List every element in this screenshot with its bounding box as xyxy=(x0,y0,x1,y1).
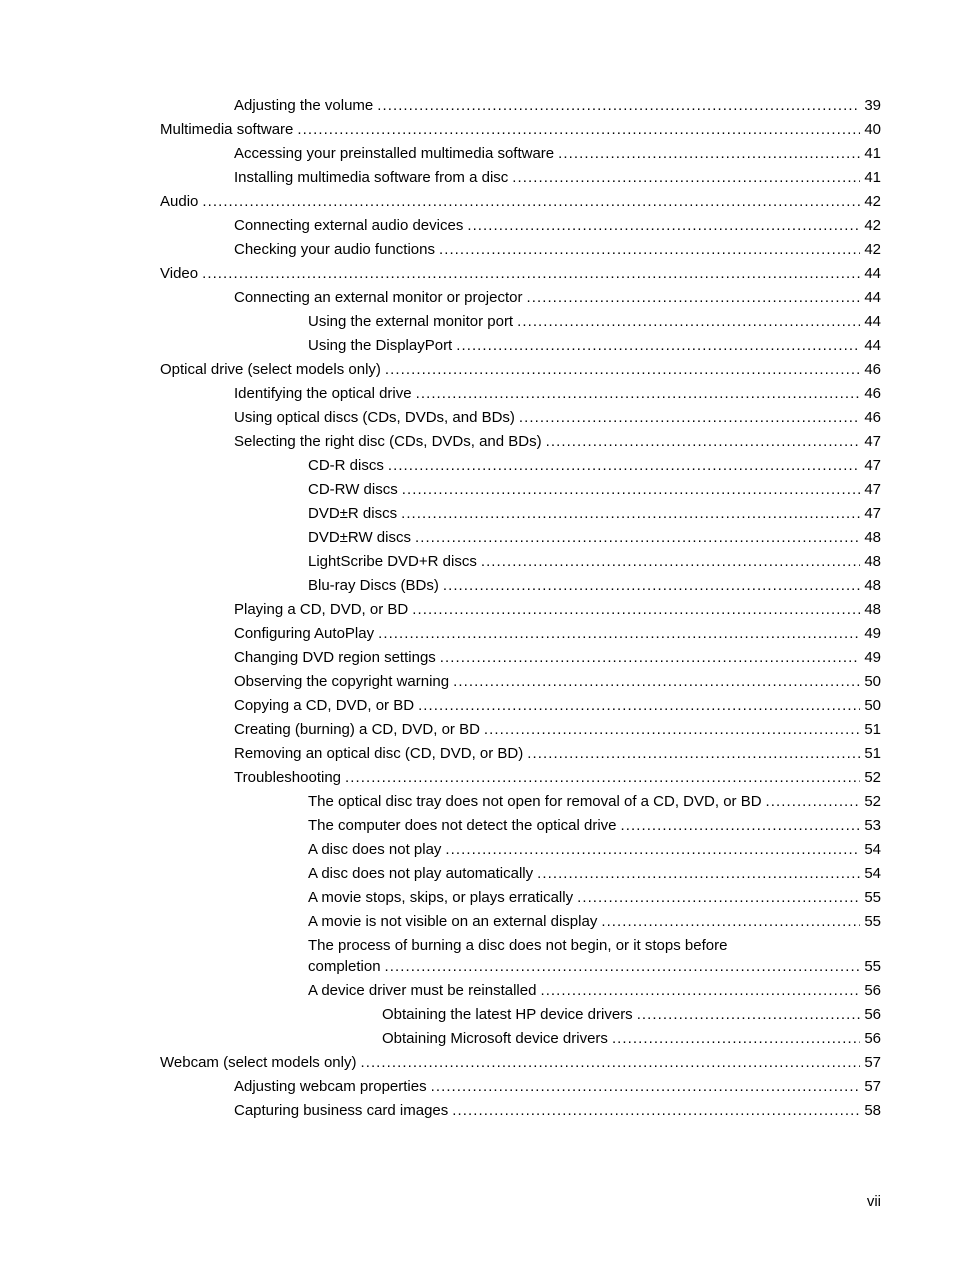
toc-entry[interactable] xyxy=(234,382,881,406)
toc-entry[interactable] xyxy=(234,430,881,454)
toc-entry[interactable] xyxy=(308,862,881,886)
toc-entry-title: A disc does not play automatically xyxy=(308,865,534,882)
toc-entry-page: 51 xyxy=(864,721,881,738)
toc-entry-page: 44 xyxy=(864,337,881,354)
page-number: vii xyxy=(866,1193,881,1210)
toc-entry[interactable] xyxy=(234,718,881,742)
toc-entry[interactable] xyxy=(308,838,881,862)
toc-entry[interactable] xyxy=(308,526,881,550)
toc-entry[interactable] xyxy=(160,262,881,286)
toc-entry-page: 47 xyxy=(864,505,881,522)
dot-leader xyxy=(452,1099,860,1123)
toc-entry-title: Creating (burning) a CD, DVD, or BD xyxy=(234,721,480,738)
toc-entry[interactable] xyxy=(308,790,881,814)
toc-entry-title: Capturing business card images xyxy=(234,1102,449,1119)
dot-leader xyxy=(577,886,860,910)
dot-leader xyxy=(637,1003,861,1027)
toc-entry-page: 50 xyxy=(864,697,881,714)
toc-entry-page: 47 xyxy=(864,481,881,498)
dot-leader xyxy=(377,94,860,118)
toc-entry-page: 42 xyxy=(864,217,881,234)
toc-entry-page: 52 xyxy=(864,793,881,810)
toc-entry-title: DVD±RW discs xyxy=(308,529,411,546)
toc-entry-title: Using the external monitor port xyxy=(308,313,514,330)
toc-entry-page: 46 xyxy=(864,385,881,402)
toc-entry[interactable] xyxy=(234,214,881,238)
toc-entry[interactable] xyxy=(308,478,881,502)
toc-entry-page: 54 xyxy=(864,841,881,858)
toc-entry-title: Removing an optical disc (CD, DVD, or BD) xyxy=(234,745,524,762)
dot-leader xyxy=(415,526,860,550)
toc-entry-page: 44 xyxy=(864,289,881,306)
toc-entry-page: 46 xyxy=(864,409,881,426)
dot-leader xyxy=(456,334,860,358)
toc-entry-title: Playing a CD, DVD, or BD xyxy=(234,601,409,618)
dot-leader xyxy=(440,646,861,670)
dot-leader xyxy=(360,1051,860,1075)
dot-leader xyxy=(601,910,860,934)
toc-entry-title: The computer does not detect the optical drive xyxy=(308,817,617,834)
toc-entry-title: Adjusting webcam properties xyxy=(234,1078,427,1095)
toc-entry-page: 47 xyxy=(864,433,881,450)
dot-leader xyxy=(546,430,861,454)
toc-entry-title: DVD±R discs xyxy=(308,505,398,522)
dot-leader xyxy=(527,742,860,766)
dot-leader xyxy=(202,190,860,214)
toc-entry[interactable] xyxy=(234,742,881,766)
toc-entry[interactable] xyxy=(160,1051,881,1075)
toc-entry[interactable] xyxy=(308,934,881,979)
toc-entry-title: Identifying the optical drive xyxy=(234,385,412,402)
dot-leader xyxy=(621,814,861,838)
toc-entry-page: 41 xyxy=(864,169,881,186)
toc-entry[interactable] xyxy=(234,1099,881,1123)
dot-leader xyxy=(484,718,860,742)
dot-leader xyxy=(537,862,860,886)
toc-entry-title: Checking your audio functions xyxy=(234,241,435,258)
dot-leader xyxy=(385,956,861,977)
toc-entry-page: 57 xyxy=(864,1078,881,1095)
toc-entry[interactable] xyxy=(234,166,881,190)
toc-entry-page: 48 xyxy=(864,553,881,570)
toc-entry-page: 52 xyxy=(864,769,881,786)
toc-entry[interactable] xyxy=(308,910,881,934)
dot-leader xyxy=(512,166,860,190)
toc-entry-page: 58 xyxy=(864,1102,881,1119)
dot-leader xyxy=(378,622,860,646)
toc-entry[interactable] xyxy=(234,142,881,166)
toc-entry[interactable] xyxy=(308,334,881,358)
toc-entry-title: Copying a CD, DVD, or BD xyxy=(234,697,415,714)
toc-entry-title: Obtaining Microsoft device drivers xyxy=(382,1030,608,1047)
toc-entry[interactable] xyxy=(308,310,881,334)
toc-entry-title: A device driver must be reinstalled xyxy=(308,982,537,999)
toc-entry-title: CD-R discs xyxy=(308,457,384,474)
toc-entry-title: A movie is not visible on an external display xyxy=(308,913,598,930)
toc-entry-page: 56 xyxy=(864,982,881,999)
toc-entry-title: Changing DVD region settings xyxy=(234,649,436,666)
dot-leader xyxy=(766,790,861,814)
toc-entry-page: 49 xyxy=(864,649,881,666)
dot-leader xyxy=(412,598,860,622)
dot-leader xyxy=(416,382,861,406)
toc-entry[interactable] xyxy=(308,550,881,574)
toc-entry-title: Webcam (select models only) xyxy=(160,1054,357,1071)
toc-entry-page: 54 xyxy=(864,865,881,882)
toc-entry[interactable] xyxy=(234,406,881,430)
toc-entry-title: LightScribe DVD+R discs xyxy=(308,553,477,570)
dot-leader xyxy=(443,574,860,598)
toc-entry-page: 53 xyxy=(864,817,881,834)
toc-entry[interactable] xyxy=(308,979,881,1003)
toc-entry-title: The optical disc tray does not open for removal of a CD, DVD, or BD xyxy=(308,793,762,810)
toc-entry[interactable] xyxy=(234,646,881,670)
toc-entry[interactable] xyxy=(234,94,881,118)
toc-entry-page: 57 xyxy=(864,1054,881,1071)
toc-entry-title: Obtaining the latest HP device drivers xyxy=(382,1006,633,1023)
toc-entry-page: 46 xyxy=(864,361,881,378)
dot-leader xyxy=(481,550,860,574)
toc-entry[interactable] xyxy=(234,670,881,694)
toc-entry-title: CD-RW discs xyxy=(308,481,398,498)
toc-entry-line xyxy=(308,956,881,977)
toc-entry-title: Multimedia software xyxy=(160,121,294,138)
dot-leader xyxy=(445,838,860,862)
toc-entry-page: 44 xyxy=(864,265,881,282)
toc-entry-title: Configuring AutoPlay xyxy=(234,625,375,642)
toc-entry[interactable] xyxy=(234,622,881,646)
toc-entry-title: Using the DisplayPort xyxy=(308,337,453,354)
toc-entry-page: 42 xyxy=(864,193,881,210)
toc-entry[interactable] xyxy=(308,574,881,598)
toc-entry-page: 40 xyxy=(864,121,881,138)
dot-leader xyxy=(467,214,860,238)
toc-entry-title: Video xyxy=(160,265,199,282)
toc-entry-page: 49 xyxy=(864,625,881,642)
toc-entry-title: Accessing your preinstalled multimedia software xyxy=(234,145,555,162)
toc-entry[interactable] xyxy=(382,1003,881,1027)
toc-entry-page: 55 xyxy=(864,889,881,906)
toc-entry-title: The process of burning a disc does not begin, or it stops before xyxy=(308,937,728,954)
toc-entry-title: Troubleshooting xyxy=(234,769,342,786)
dot-leader xyxy=(527,286,861,310)
dot-leader xyxy=(612,1027,860,1051)
toc-entry-title: A movie stops, skips, or plays erratically xyxy=(308,889,574,906)
toc-entry-title: Blu-ray Discs (BDs) xyxy=(308,577,439,594)
toc-entry-title: Optical drive (select models only) xyxy=(160,361,381,378)
toc-entry-page: 42 xyxy=(864,241,881,258)
toc-entry[interactable] xyxy=(234,1075,881,1099)
toc-entry-page: 48 xyxy=(864,577,881,594)
toc-entry-page: 48 xyxy=(864,601,881,618)
dot-leader xyxy=(202,262,860,286)
toc-entry-title: Audio xyxy=(160,193,199,210)
dot-leader xyxy=(345,766,860,790)
toc-entry-page: 56 xyxy=(864,1006,881,1023)
toc-entry-title: Using optical discs (CDs, DVDs, and BDs) xyxy=(234,409,515,426)
toc-entry[interactable] xyxy=(234,238,881,262)
toc-entry-page: 44 xyxy=(864,313,881,330)
dot-leader xyxy=(431,1075,861,1099)
toc-entry-title: A disc does not play xyxy=(308,841,442,858)
toc-entry-page: 51 xyxy=(864,745,881,762)
toc-entry[interactable] xyxy=(234,766,881,790)
toc-entry-page: 41 xyxy=(864,145,881,162)
toc-entry-page: 39 xyxy=(864,97,881,114)
dot-leader xyxy=(385,358,860,382)
dot-leader xyxy=(453,670,860,694)
dot-leader xyxy=(418,694,860,718)
toc-entry-title: Selecting the right disc (CDs, DVDs, and BDs) xyxy=(234,433,542,450)
toc-entry-title: Connecting external audio devices xyxy=(234,217,464,234)
toc-entry[interactable] xyxy=(160,358,881,382)
toc-entry-title-continued: completion xyxy=(308,958,381,975)
dot-leader xyxy=(439,238,860,262)
dot-leader xyxy=(297,118,860,142)
toc-entry-title: Observing the copyright warning xyxy=(234,673,450,690)
toc-entry-page: 55 xyxy=(864,913,881,930)
dot-leader xyxy=(517,310,860,334)
toc-entry-title: Installing multimedia software from a disc xyxy=(234,169,509,186)
dot-leader xyxy=(388,454,860,478)
toc-entry[interactable] xyxy=(234,694,881,718)
toc-entry[interactable] xyxy=(308,886,881,910)
toc-entry-page: 47 xyxy=(864,457,881,474)
toc-entry[interactable] xyxy=(160,118,881,142)
toc-entry-page: 48 xyxy=(864,529,881,546)
toc-entry-page: 55 xyxy=(864,958,881,975)
toc-entry-title: Adjusting the volume xyxy=(234,97,374,114)
dot-leader xyxy=(519,406,860,430)
toc-entry-page: 50 xyxy=(864,673,881,690)
toc-entry-page: 56 xyxy=(864,1030,881,1047)
toc-entry[interactable] xyxy=(308,814,881,838)
toc-entry[interactable] xyxy=(382,1027,881,1051)
toc-entry[interactable] xyxy=(308,454,881,478)
toc-entry-title: Connecting an external monitor or projector xyxy=(234,289,523,306)
dot-leader xyxy=(540,979,860,1003)
toc-entry[interactable] xyxy=(234,598,881,622)
dot-leader xyxy=(401,502,860,526)
dot-leader xyxy=(558,142,860,166)
dot-leader xyxy=(402,478,861,502)
table-of-contents xyxy=(0,94,954,1123)
toc-entry[interactable] xyxy=(160,190,881,214)
toc-entry[interactable] xyxy=(308,502,881,526)
toc-entry[interactable] xyxy=(234,286,881,310)
